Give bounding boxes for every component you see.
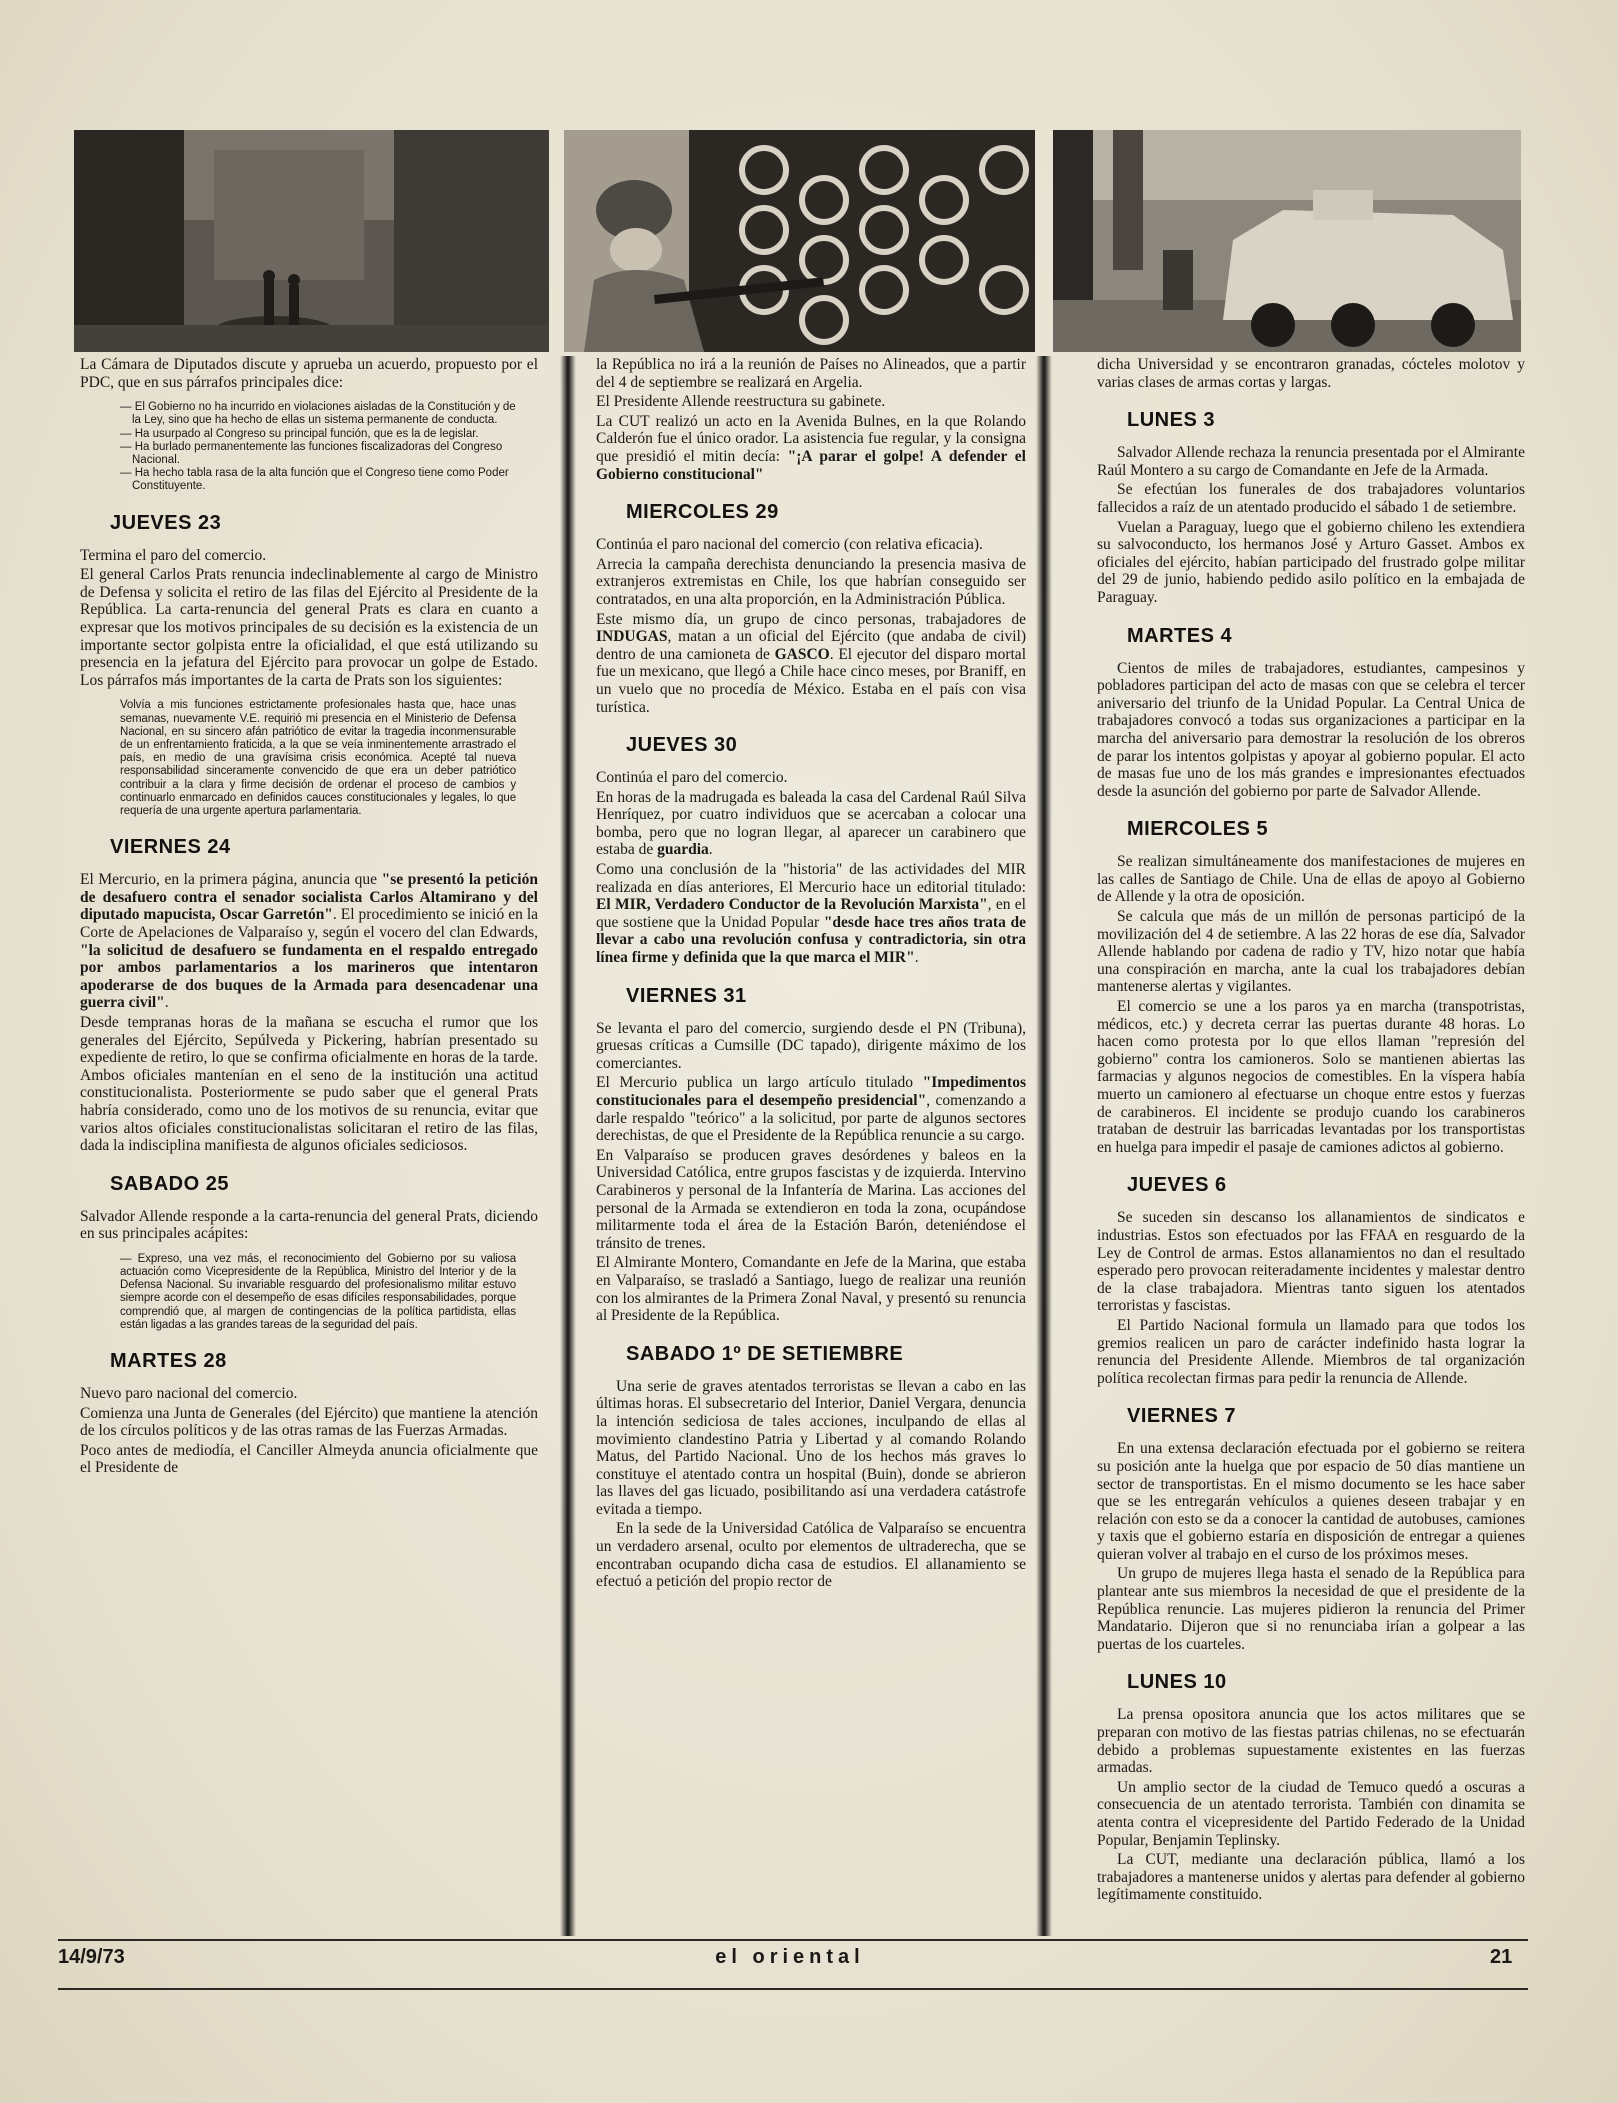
- paragraph: En la sede de la Universidad Católica de Valparaíso se encuentra un verdadero arsenal, oculto por elementos de ultraderecha, que se encontraban ocupando dicha casa de estudios. El allanamiento se efectuó a petición del propio rector de: [596, 1520, 1026, 1591]
- column-1: [80, 356, 538, 1935]
- photo-street-soldiers: [74, 130, 549, 352]
- allende-reply-quote: [120, 1253, 516, 1332]
- text-run: El Mercurio publica un largo artículo titulado: [596, 1074, 923, 1092]
- column-fold-shadow: [1036, 356, 1052, 1936]
- day-heading: VIERNES 7: [1127, 1405, 1236, 1428]
- paragraph: [596, 1074, 1026, 1144]
- bold-text: "¡A parar el golpe! A defender el Gobierno constitucional": [596, 447, 1026, 483]
- text-run: Este mismo día, un grupo de cinco personas, trabajadores de: [596, 610, 1026, 628]
- footer-rule: [58, 1939, 1528, 1941]
- paragraph: la República no irá a la reunión de Países no Alineados, que a partir del 4 de septiembre se realizará en Argelia.: [596, 356, 1026, 391]
- intro-paragraph: La Cámara de Diputados discute y aprueba un acuerdo, propuesto por el PDC, que en sus párrafos principales dice:: [80, 356, 538, 391]
- day-heading: JUEVES 23: [110, 511, 222, 534]
- day-heading: JUEVES 30: [626, 734, 738, 757]
- paragraph: Arrecia la campaña derechista denunciando la presencia masiva de extranjeros extremistas en Chile, los que habrían conseguido ser contratados, en una alta proporción, en la Administración Pública.: [596, 555, 1026, 608]
- paragraph: Desde tempranas horas de la mañana se escucha el rumor que los generales del Ejército, Sepúlveda y Pickering, habrían presentado su expediente de retiro, lo que se confirma oficialmente en horas de la tarde. Ambos oficiales mantenían en el seno de la institución una actitud constitucionalista. Posteriormente se pudo saber que el general Prats habría considerado, como uno de los motivos de su renuncia, evitar que varios altos oficiales constitucionalistas solicitaran el retiro de las filas, dada la indisciplina manifiesta de algunos oficiales sediciosos.: [80, 1013, 538, 1155]
- paragraph: Una serie de graves atentados terroristas se llevan a cabo en las últimas horas. El subsecretario del Interior, Daniel Vergara, denuncia la intención sediciosa de tales acciones, inculpando de ellas al movimiento clandestino Patria y Libertad y al comando Rolando Matus, del Partido Nacional. Uno de los hechos más graves lo constituye el atentado contra un hospital (Buin), donde se abrieron las llaves del gas licuado, posibilitando así una verdadera catástrofe evitada a tiempo.: [596, 1377, 1026, 1518]
- column-2: [596, 356, 1026, 1935]
- text-run: El Mercurio, en la primera página, anuncia que: [80, 871, 382, 889]
- paragraph: Se calcula que más de un millón de personas participó de la movilización del 4 de setiembre. A las 22 horas de ese día, Salvador Allende hablando por cadena de radio y TV, hizo notar que había una conspiración en marcha, ante la cual los trabajadores debían mantenerse alertas y vigilantes.: [1097, 908, 1525, 996]
- bold-text: INDUGAS: [596, 628, 668, 646]
- text-run: Como una conclusión de la "historia" de las actividades del MIR realizada en días anteriores, El Mercurio hace un editorial titulado:: [596, 861, 1026, 896]
- paragraph: El Almirante Montero, Comandante en Jefe de la Marina, que estaba en Valparaíso, se trasladó a Santiago, luego de realizar una reunión con los almirantes de la Primera Zonal Naval, y presentó su renuncia al Presidente de la República.: [596, 1254, 1026, 1325]
- paragraph: [596, 789, 1026, 859]
- day-heading: JUEVES 6: [1127, 1174, 1227, 1197]
- paragraph: Un amplio sector de la ciudad de Temuco quedó a oscuras a consecuencia de un atentado terrorista. También con dinamita se atenta contra el vicepresidente del Partido Federado de la Unidad Popular, Benjamin Teplinsky.: [1097, 1778, 1525, 1849]
- quote-text: — Expreso, una vez más, el reconocimiento del Gobierno por su valiosa actuación como Vicepresidente de la República, Ministro del Interior y de la Defensa Nacional. Su invariable resguardo del profesionalismo militar estuvo siempre acorde con el desempeño de esas difíciles responsabilidades, porque comprendió que, al margen de contingencias de la política partidista, ellas están ligadas a las grandes tareas de la seguridad del país.: [120, 1252, 516, 1331]
- column-3: [1097, 356, 1525, 1935]
- text-run: . El procedimiento se inició en la Corte de Apelaciones de Valparaíso y, según el vocero del clan Edwards,: [80, 906, 538, 941]
- day-heading: MARTES 28: [110, 1350, 227, 1373]
- paragraph: En Valparaíso se producen graves desórdenes y baleos en la Universidad Católica, entre grupos fascistas y de izquierda. Intervino Carabineros y personal de la Infantería de Marina. Las acciones del personal de la Armada se extendieron en toda la zona, ocupándose militarmente toda el área de la Estación Barón, deteniéndose el tránsito de trenes.: [596, 1146, 1026, 1252]
- quote-text: Volvía a mis funciones estrictamente profesionales hasta que, hace unas semanas, nuevamente V.E. requirió mi presencia en el Ministerio de Defensa Nacional, en su sincero afán patriótico de evitar la tragedia inconmensurable de un enfrentamiento fraticida, a la que se veía inminentemente arrastrado el país, en medio de una gravísima crisis económica. Acepté tal nueva responsabilidad sinceramente convencido de que era un deber patriótico contribuir a la clara y firme decisión de ordenar el proceso de cambios y continuarlo enmarcado en definidos cauces constitucionales y legales, lo que requería de una urgente apertura parlamentaria.: [120, 699, 516, 817]
- paragraph: [596, 413, 1026, 483]
- text-run: , en el que sostiene que la Unidad Popular: [596, 896, 1026, 931]
- bold-text: "la solicitud de desafuero se fundamenta en el respaldo entregado por ambos parlamentarios a los marineros que intentaron apoderarse de dos buques de la Armada para desencadenar una guerra civil": [80, 941, 538, 1012]
- day-heading: VIERNES 31: [626, 984, 747, 1007]
- day-heading: MARTES 4: [1127, 624, 1233, 647]
- paragraph: Comienza una Junta de Generales (del Ejército) que mantiene la atención de los círculos políticos y de las otras ramas de las Fuerzas Armadas.: [80, 1404, 538, 1440]
- paragraph: Nuevo paro nacional del comercio.: [80, 1385, 298, 1403]
- day-heading: VIERNES 24: [110, 836, 231, 859]
- paragraph: El Presidente Allende reestructura su gabinete.: [596, 393, 886, 411]
- day-heading: LUNES 3: [1127, 409, 1215, 432]
- quote-item: — Ha usurpado al Congreso su principal función, que es la de legislar.: [120, 427, 479, 440]
- day-heading: LUNES 10: [1127, 1671, 1227, 1694]
- paragraph: La prensa opositora anuncia que los actos militares que se preparan con motivo de las fiestas patrias chilenas, no se efectuarán debido a problemas supuestamente existentes en las fuerzas armadas.: [1097, 1706, 1525, 1777]
- pdc-agreement-quote: [120, 401, 516, 493]
- paragraph: Continúa el paro nacional del comercio (con relativa eficacia).: [596, 536, 983, 554]
- paragraph: Se efectúan los funerales de dos trabajadores voluntarios fallecidos a raíz de un atentado producido el sábado 1 de setiembre.: [1097, 481, 1525, 516]
- paragraph: El general Carlos Prats renuncia indeclinablemente al cargo de Ministro de Defensa y solicita el retiro de las filas del Ejército al Presidente de la República. La carta-renuncia del general Prats es clara en cuanto a expresar que los motivos principales de su decisión es la existencia de un importante sector golpista entre la oficialidad, el que está utilizando su presencia en la jefatura del Ejército para provocar un golpe de Estado. Los párrafos más importantes de la carta de Prats son los siguientes:: [80, 566, 538, 689]
- paragraph: Se levanta el paro del comercio, surgiendo desde el PN (Tribuna), gruesas críticas a Cumsille (DC tapado), dirigente máximo de los comerciantes.: [596, 1019, 1026, 1072]
- day-heading: MIERCOLES 29: [626, 501, 779, 524]
- quote-item: — El Gobierno no ha incurrido en violaciones aisladas de la Constitución y de la Ley, sino que ha hecho de ellas un sistema permanente de conducta.: [120, 401, 516, 427]
- paragraph: El comercio se une a los paros ya en marcha (transpotristas, médicos, etc.) y decreta cerrar las puertas durante 48 horas. Lo hacen como protesta por lo que ellos llaman "represión del gobierno" contra los camioneros. Solo se mantienen abiertas las farmacias y algunos negocios de comestibles. En la víspera había muerto un camionero al efectuarse un choque entre estos y fuerzas de carabineros. El incidente se produjo cuando los carabineros trataban de destruir las barricadas levantadas por los transportistas en huelga para impedir el pasaje de camiones adictos al gobierno.: [1097, 998, 1525, 1156]
- text-run: , comenzando a darle respaldo "teórico" a la solicitud, por parte de algunos sectores derechistas, de que el Presidente de la República renuncie a su cargo.: [596, 1092, 1026, 1145]
- paragraph: [596, 861, 1026, 967]
- bold-text: guardia: [657, 841, 709, 859]
- bold-text: "Impedimentos constitucionales para el desempeño presidencial": [596, 1074, 1026, 1109]
- text-run: .: [164, 994, 169, 1012]
- paragraph: [80, 871, 538, 1012]
- paragraph: Salvador Allende responde a la carta-renuncia del general Prats, diciendo en sus principales acápites:: [80, 1207, 538, 1243]
- paragraph: [596, 611, 1026, 717]
- day-heading: SABADO 1º DE SETIEMBRE: [626, 1342, 904, 1365]
- paragraph: Cientos de miles de trabajadores, estudiantes, campesinos y pobladores participan del acto de masas con que se celebra el tercer aniversario del triunfo de la Unidad Popular. La Central Unica de trabajadores convocó a todas sus organizaciones a participar en la marcha del aniversario para demostrar la resolución de los obreros de parar los intentos golpistas y apoyar al gobierno popular. El acto de masas fue uno de los más grandes e impresionantes efectuados desde la asunción del gobierno por parte de Salvador Allende.: [1097, 659, 1525, 800]
- text-run: . El ejecutor del disparo mortal fue un mexicano, que llegó a Chile hace cinco meses, por Braniff, en un vuelo que no procedía de México. Estaba en el país con visa turística.: [596, 645, 1026, 716]
- issue-date: 14/9/73: [58, 1946, 125, 1968]
- photo-armored-vehicle: [1053, 130, 1521, 352]
- paragraph: dicha Universidad y se encontraron granadas, cócteles molotov y varias clases de armas cortas y largas.: [1097, 356, 1525, 391]
- paragraph: Vuelan a Paraguay, luego que el gobierno chileno les extendiera su salvoconducto, los hermanos José y Arturo Gasset. Ambos ex oficiales del ejército, habían participado del frustrado golpe militar del 29 de junio, habiendo pedido asilo político en la embajada de Paraguay.: [1097, 518, 1525, 606]
- text-run: , matan a un oficial del Ejército (que andaba de civil) dentro de una camioneta de: [596, 628, 1026, 663]
- paragraph: Se realizan simultáneamente dos manifestaciones de mujeres en las calles de Santiago de Chile. Una de ellas de apoyo al Gobierno de Allende y la otra de oposición.: [1097, 853, 1525, 906]
- bold-text: "se presentó la petición de desafuero contra el senador socialista Carlos Altamirano y del diputado mapucista, Oscar Garretón": [80, 871, 538, 924]
- bold-text: El MIR, Verdadero Conductor de la Revolución Marxista": [596, 896, 988, 914]
- paragraph: Continúa el paro del comercio.: [596, 769, 788, 787]
- paragraph: Un grupo de mujeres llega hasta el senado de la República para plantear ante sus miembros la necesidad de que el presidente de la República renuncie. Las mujeres pidieron la renuncia del Primer Mandatario. Dijeron que si no renunciaba irían a golpear a las puertas de los cuarteles.: [1097, 1565, 1525, 1653]
- paragraph: Se suceden sin descanso los allanamientos de sindicatos e industrias. Estos son efectuados por las FFAA en resguardo de la Ley de Control de armas. Estos allanamientos no dan el resultado esperado pero provocan reiteradamente incidentes y malestar dentro de la clase trabajadora. Mientras tanto siguen los atentados terroristas y fascistas.: [1097, 1209, 1525, 1315]
- day-heading: SABADO 25: [110, 1172, 229, 1195]
- paragraph: Termina el paro del comercio.: [80, 546, 267, 564]
- paragraph: En una extensa declaración efectuada por el gobierno se reitera su posición ante la huelga que por espacio de 50 días mantiene un sector de transportistas. En el mismo documento se les hace saber que se les entregarán vehículos a quienes deseen trabajar y en relación con esto se da a conocer la cantidad de autobuses, camiones y taxis que el gobierno estaría en disposición de entregar a quienes quieran volver al trabajo en el curso de los próximos meses.: [1097, 1440, 1525, 1563]
- text-run: .: [914, 949, 919, 967]
- text-run: La CUT realizó un acto en la Avenida Bulnes, en la que Rolando Calderón fue el único orador. La asistencia fue regular, y la consigna que presidió el mitin decía:: [596, 412, 1026, 465]
- column-fold-shadow: [560, 356, 576, 1936]
- bold-text: GASCO: [774, 645, 830, 663]
- quote-item: — Ha hecho tabla rasa de la alta función que el Congreso tiene como Poder Constituyente.: [120, 467, 509, 493]
- day-heading: MIERCOLES 5: [1127, 818, 1269, 841]
- page-number: 21: [1490, 1946, 1513, 1968]
- photo-soldier-with-rifle: [564, 130, 1035, 352]
- text-run: En horas de la madrugada es baleada la casa del Cardenal Raúl Silva Henríquez, por cuatro individuos que se acercaban a colocar una bomba, pero que no logran llegar, al aparecer un carabinero que estaba de: [596, 788, 1026, 859]
- paragraph: La CUT, mediante una declaración pública, llamó a los trabajadores a mantenerse unidos y alertas para defender al gobierno legítimamente constituido.: [1097, 1851, 1525, 1904]
- quote-item: — Ha burlado permanentemente las funciones fiscalizadoras del Congreso Nacional.: [120, 440, 503, 466]
- bold-text: "desde hace tres años trata de llevar a cabo una revolución confusa y contradictoria, sin otra línea firme y definida que la que marca el MIR": [596, 913, 1026, 967]
- prats-letter-quote: [120, 699, 516, 818]
- footer-rule: [58, 1988, 1528, 1990]
- paragraph: Salvador Allende rechaza la renuncia presentada por el Almirante Raúl Montero a su cargo de Comandante en Jefe de la Armada.: [1097, 444, 1525, 479]
- paragraph: El Partido Nacional formula un llamado para que todos los gremios realicen un paro de carácter indefinido hasta lograr la renuncia del Presidente Allende. Miembros de tal organización política recolectan firmas para pedir la renuncia de Allende.: [1097, 1316, 1525, 1387]
- paragraph: Poco antes de mediodía, el Canciller Almeyda anuncia oficialmente que el Presidente de: [80, 1441, 538, 1477]
- text-run: .: [708, 841, 713, 859]
- publication-name: el oriental: [715, 1946, 865, 1968]
